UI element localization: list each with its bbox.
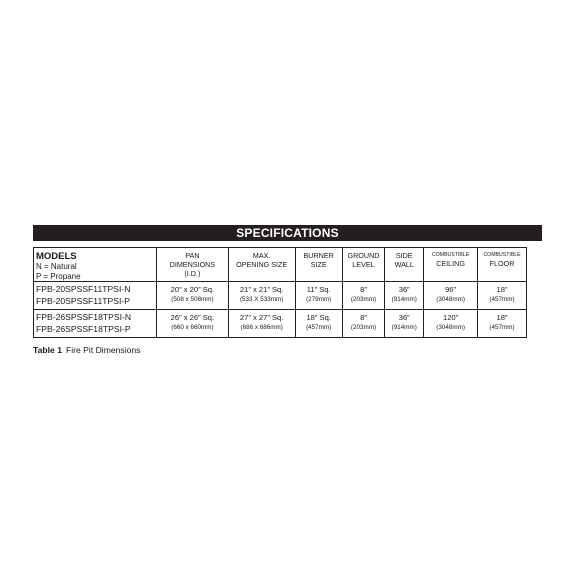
ceiling-cell: 120” (3048mm)	[424, 310, 478, 338]
header-row	[34, 248, 527, 282]
caption-text: Fire Pit Dimensions	[65, 345, 141, 355]
model-cell: FPB-26SPSSF18TPSI-N FPB-26SPSSF18TPSI-P	[34, 310, 157, 338]
opening-cell: 27” x 27” Sq. (686 x 686mm)	[228, 310, 295, 338]
models-heading: MODELS	[36, 251, 77, 262]
specifications-section	[33, 225, 542, 338]
specifications-title: SPECIFICATIONS	[33, 225, 542, 241]
combustible-floor-header: COMBUSTIBLE FLOOR	[478, 248, 527, 282]
caption-label: Table 1	[33, 345, 62, 355]
floor-cell: 18” (457mm)	[478, 310, 527, 338]
burner-cell: 11” Sq. (279mm)	[295, 282, 342, 310]
ceiling-cell: 96” (3048mm)	[424, 282, 478, 310]
ground-cell: 8” (203mm)	[342, 282, 385, 310]
opening-size-header: MAX. OPENING SIZE	[228, 248, 295, 282]
side-cell: 36” (914mm)	[385, 282, 424, 310]
specifications-table	[33, 247, 527, 338]
ground-level-header: GROUND LEVEL	[342, 248, 385, 282]
burner-cell: 18” Sq. (457mm)	[295, 310, 342, 338]
pan-cell: 26” x 26” Sq. (660 x 660mm)	[157, 310, 228, 338]
ground-cell: 8” (203mm)	[342, 310, 385, 338]
floor-cell: 18” (457mm)	[478, 282, 527, 310]
pan-cell: 20” x 20” Sq. (508 x 508mm)	[157, 282, 228, 310]
table-caption	[33, 345, 140, 355]
table-row	[34, 282, 527, 310]
opening-cell: 21” x 21” Sq. (533 X 533mm)	[228, 282, 295, 310]
natural-key: N = Natural	[36, 262, 77, 271]
propane-key: P = Propane	[36, 271, 81, 281]
table-row	[34, 310, 527, 338]
combustible-ceiling-header: COMBUSTIBLE CEILING	[424, 248, 478, 282]
side-wall-header: SIDE WALL	[385, 248, 424, 282]
model-cell: FPB-20SPSSF11TPSI-N FPB-20SPSSF11TPSI-P	[34, 282, 157, 310]
models-header	[34, 248, 157, 282]
pan-dimensions-header: PAN DIMENSIONS (I.D.)	[157, 248, 228, 282]
burner-size-header: BURNER SIZE	[295, 248, 342, 282]
side-cell: 36” (914mm)	[385, 310, 424, 338]
